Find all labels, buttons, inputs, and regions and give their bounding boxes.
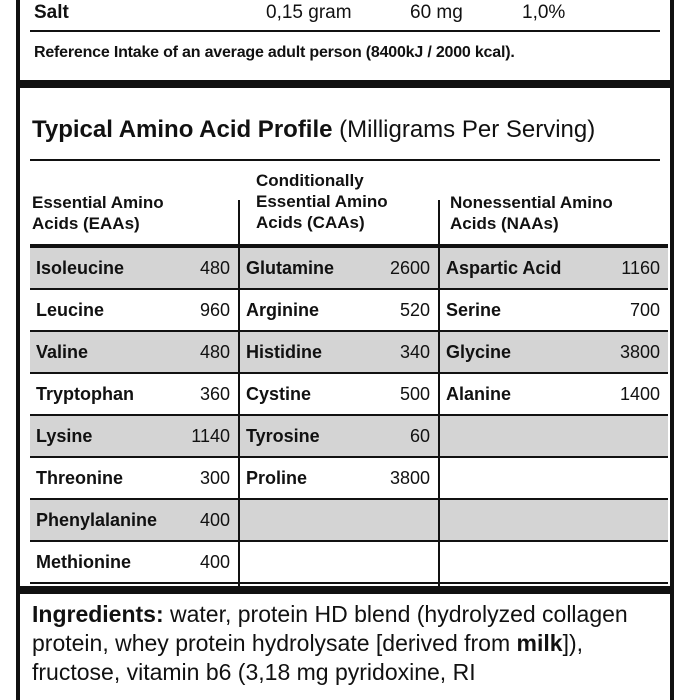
salt-amount-mg: 60 mg [410,2,463,23]
amino-acid-value: 400 [199,552,230,572]
amino-acid-value: 500 [399,384,430,404]
table-cell [440,332,668,372]
amino-acid-name: Alanine [446,384,512,404]
amino-acid-value: 60 [409,426,430,446]
amino-acid-name: Serine [446,300,502,320]
row-separator [30,582,668,584]
row-separator [30,414,668,416]
amino-profile-subtitle: (Milligrams Per Serving) [339,116,596,143]
salt-row [30,0,660,30]
amino-acid-name: Glycine [446,342,512,362]
table-cell [440,416,668,456]
amino-acid-name: Isoleucine [36,258,125,278]
amino-acid-value: 700 [629,300,660,320]
amino-acid-value: 1140 [191,426,230,446]
column-separator [438,200,440,244]
header-line: Essential Amino [32,193,164,212]
row-separator [30,330,668,332]
reference-intake-note: Reference Intake of an average adult person (8400kJ / 2000 kcal). [34,44,515,61]
salt-ri-percent: 1,0% [522,2,566,23]
amino-acid-value: 1400 [619,384,660,404]
column-separator [238,248,240,588]
table-cell [440,500,668,540]
row-separator [30,456,668,458]
table-cell [30,248,238,288]
table-cell [440,248,668,288]
ingredients-body: ]), fructose, vitamin b6 (3,18 mg pyridoxine, RI [32,630,584,685]
amino-acid-name: Glutamine [246,258,335,278]
amino-profile-title [32,116,595,144]
amino-acid-value: 960 [199,300,230,320]
table-cell [240,332,438,372]
amino-acid-name: Aspartic Acid [446,258,562,278]
amino-acid-value: 1160 [621,258,660,278]
amino-acid-value: 3800 [389,468,430,488]
thick-divider [20,80,670,88]
header-line: Acids (NAAs) [450,214,559,233]
table-cell [440,458,668,498]
amino-acid-name: Methionine [36,552,131,572]
table-cell [440,542,668,582]
column-separator [238,200,240,244]
header-naa [450,192,666,234]
amino-acid-value: 360 [199,384,230,404]
table-cell [30,332,238,372]
amino-acid-value: 480 [199,342,230,362]
table-cell [240,416,438,456]
table-cell [240,248,438,288]
nutrition-panel [16,0,674,700]
table-cell [440,290,668,330]
amino-acid-name: Lysine [36,426,93,446]
amino-acid-name: Histidine [246,342,323,362]
header-line: Nonessential Amino [450,193,613,212]
row-separator [30,288,668,290]
amino-acid-name: Cystine [246,384,312,404]
amino-acid-name: Threonine [36,468,124,488]
amino-acid-value: 300 [199,468,230,488]
header-caa [256,170,446,233]
amino-acid-name: Proline [246,468,308,488]
table-cell [30,542,238,582]
table-cell [240,500,438,540]
ingredients-text [32,600,660,687]
row-separator [30,498,668,500]
amino-acid-value: 400 [199,510,230,530]
amino-profile-heading: Typical Amino Acid Profile [32,116,333,143]
header-eaa [32,192,232,234]
salt-label: Salt [34,2,69,23]
amino-acid-name: Valine [36,342,89,362]
table-cell [30,416,238,456]
table-cell [30,290,238,330]
ingredients-body: water, protein HD blend (hydrolyzed collagen protein, whey protein hydrolysate [derived from [32,601,628,656]
allergen-milk: milk [516,630,563,656]
amino-acid-name: Tryptophan [36,384,134,404]
amino-acid-value: 480 [199,258,230,278]
amino-acid-value: 2600 [389,258,430,278]
column-separator [438,248,440,588]
row-separator [30,540,668,542]
header-line: Acids (EAAs) [32,214,140,233]
amino-acid-name: Tyrosine [246,426,320,446]
amino-acid-name: Leucine [36,300,105,320]
row-separator [30,372,668,374]
amino-acid-name: Arginine [246,300,320,320]
table-cell [30,500,238,540]
amino-acid-value: 520 [399,300,430,320]
table-cell [240,458,438,498]
table-cell [30,458,238,498]
amino-acid-value: 3800 [619,342,660,362]
table-cell [240,290,438,330]
header-line: Conditionally [256,171,364,190]
header-line: Essential Amino [256,192,388,211]
table-cell [240,374,438,414]
thick-divider [20,586,670,594]
amino-acid-name: Phenylalanine [36,510,158,530]
amino-acid-value: 340 [399,342,430,362]
ingredients-label: Ingredients: [32,601,164,627]
table-cell [30,374,238,414]
amino-acid-table [30,160,668,588]
header-line: Acids (CAAs) [256,213,365,232]
salt-amount-g: 0,15 gram [266,2,352,23]
table-cell [240,542,438,582]
divider [30,30,660,32]
table-cell [440,374,668,414]
